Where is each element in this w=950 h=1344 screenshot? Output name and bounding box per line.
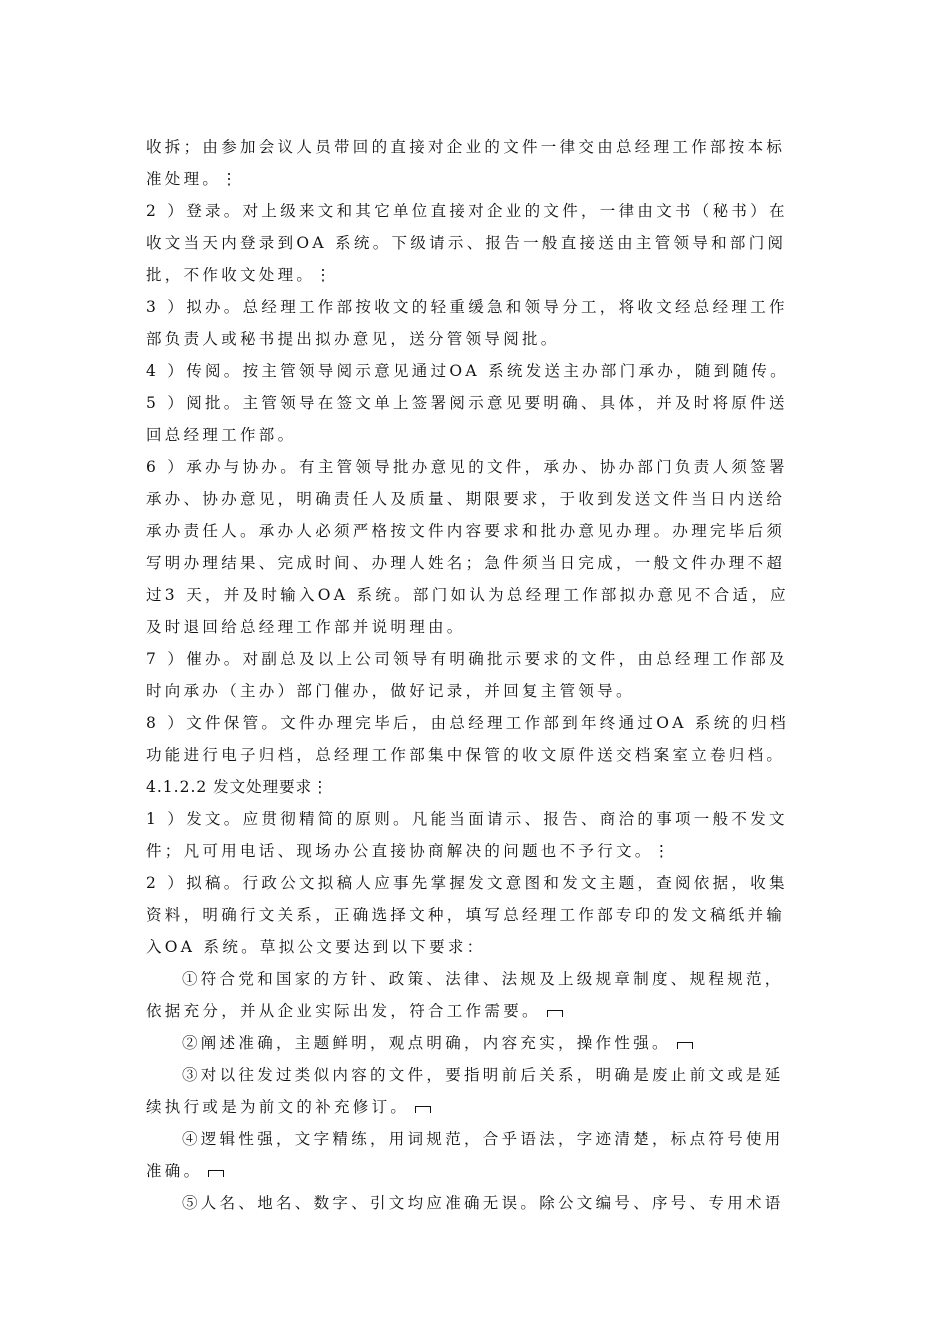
text-line-content: 准确。 bbox=[146, 1162, 203, 1180]
text-line: 8 ）文件保管。文件办理完毕后，由总经理工作部到年终通过OA 系统的归档 bbox=[146, 714, 789, 732]
text-line: 7 ）催办。对副总及以上公司领导有明确批示要求的文件，由总经理工作部及 bbox=[146, 650, 788, 668]
section-heading: 4.1.2.2 发文处理要求⋮ bbox=[146, 778, 329, 796]
text-line: 入OA 系统。草拟公文要达到以下要求： bbox=[146, 938, 486, 956]
text-line: ①符合党和国家的方针、政策、法律、法规及上级规章制度、规程规范， bbox=[182, 970, 784, 988]
paragraph-mark-icon bbox=[415, 1106, 431, 1113]
text-line: 及时退回给总经理工作部并说明理由。 bbox=[146, 618, 466, 636]
text-line: 写明办理结果、完成时间、办理人姓名；急件须当日完成，一般文件办理不超 bbox=[146, 554, 786, 572]
text-line bbox=[146, 995, 804, 1027]
text-line-content: ②阐述准确，主题鲜明，观点明确，内容充实，操作性强。 bbox=[182, 1034, 671, 1052]
text-line: 时向承办（主办）部门催办，做好记录，并回复主管领导。 bbox=[146, 682, 635, 700]
text-line: 收拆；由参加会议人员带回的直接对企业的文件一律交由总经理工作部按本标 bbox=[146, 138, 786, 156]
text-line: ③对以往发过类似内容的文件，要指明前后关系，明确是废止前文或是延 bbox=[182, 1066, 784, 1084]
paragraph-mark-icon bbox=[677, 1042, 693, 1049]
text-line: 过3 天，并及时输入OA 系统。部门如认为总经理工作部拟办意见不合适，应 bbox=[146, 586, 789, 604]
text-line: 回总经理工作部。 bbox=[146, 426, 297, 444]
text-line-content: 依据充分，并从企业实际出发，符合工作需要。 bbox=[146, 1002, 541, 1020]
text-line: 准处理。⋮ bbox=[146, 170, 241, 188]
text-line: 1 ）发文。应贯彻精简的原则。凡能当面请示、报告、商洽的事项一般不发文 bbox=[146, 810, 788, 828]
text-line: 4 ）传阅。按主管领导阅示意见通过OA 系统发送主办部门承办，随到随传。 bbox=[146, 362, 789, 380]
paragraph-mark-icon bbox=[208, 1170, 224, 1177]
text-line: 承办、协办意见，明确责任人及质量、期限要求，于收到发送文件当日内送给 bbox=[146, 490, 786, 508]
text-line: 功能进行电子归档，总经理工作部集中保管的收文原件送交档案室立卷归档。 bbox=[146, 746, 786, 764]
text-line: 批，不作收文处理。⋮ bbox=[146, 266, 335, 284]
text-line: 承办责任人。承办人必须严格按文件内容要求和批办意见办理。办理完毕后须 bbox=[146, 522, 786, 540]
text-line: 3 ）拟办。总经理工作部按收文的轻重缓急和领导分工，将收文经总经理工作 bbox=[146, 298, 788, 316]
text-line: 部负责人或秘书提出拟办意见，送分管领导阅批。 bbox=[146, 330, 560, 348]
text-line: 5 ）阅批。主管领导在签文单上签署阅示意见要明确、具体，并及时将原件送 bbox=[146, 394, 788, 412]
text-line: ④逻辑性强，文字精练，用词规范，合乎语法，字迹清楚，标点符号使用 bbox=[182, 1130, 784, 1148]
text-line: 6 ）承办与协办。有主管领导批办意见的文件，承办、协办部门负责人须签署 bbox=[146, 458, 788, 476]
body-text bbox=[146, 131, 804, 1219]
text-line: ⑤人名、地名、数字、引文均应准确无误。除公文编号、序号、专用术语 bbox=[182, 1194, 784, 1212]
paragraph-mark-icon bbox=[547, 1010, 563, 1017]
text-line: 2 ）登录。对上级来文和其它单位直接对企业的文件，一律由文书（秘书）在 bbox=[146, 202, 788, 220]
text-line bbox=[146, 1027, 804, 1059]
text-line-content: 续执行或是为前文的补充修订。 bbox=[146, 1098, 410, 1116]
text-line: 收文当天内登录到OA 系统。下级请示、报告一般直接送由主管领导和部门阅 bbox=[146, 234, 787, 252]
text-line bbox=[146, 1155, 804, 1187]
text-line: 2 ）拟稿。行政公文拟稿人应事先掌握发文意图和发文主题，查阅依据，收集 bbox=[146, 874, 788, 892]
text-line: 资料，明确行文关系，正确选择文种，填写总经理工作部专印的发文稿纸并输 bbox=[146, 906, 786, 924]
text-line bbox=[146, 1091, 804, 1123]
text-line: 件；凡可用电话、现场办公直接协商解决的问题也不予行文。⋮ bbox=[146, 842, 673, 860]
